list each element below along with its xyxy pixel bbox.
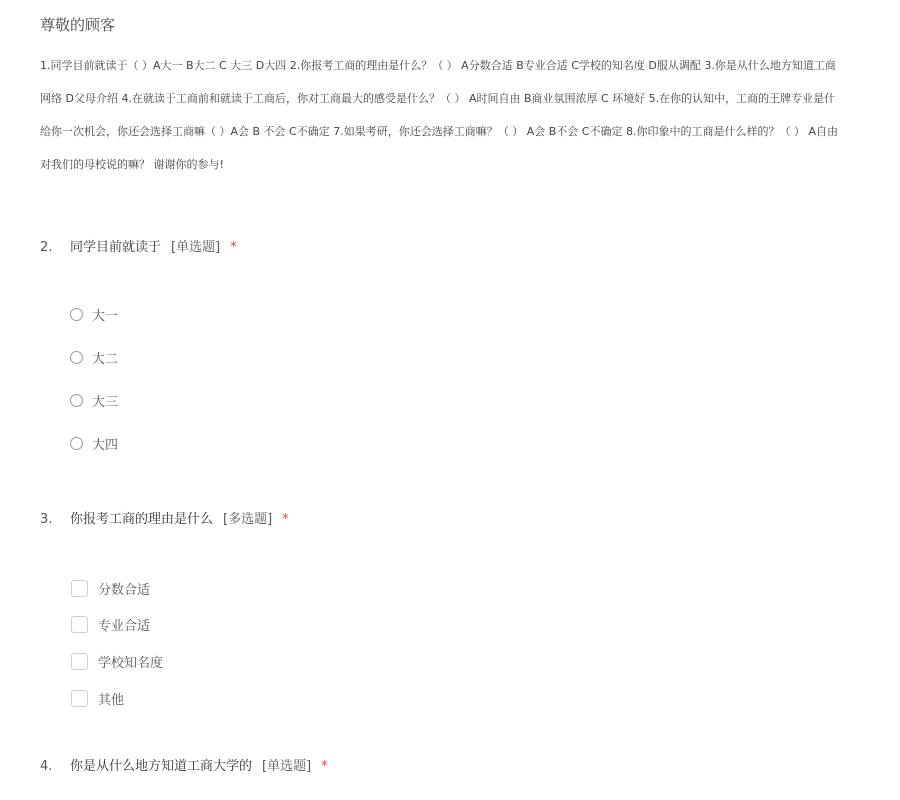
- option-label[interactable]: 专业合适: [98, 619, 151, 634]
- radio-button[interactable]: [70, 394, 83, 407]
- intro-line: 1.同学目前就读于（ ）A大一 B大二 C 大三 D大四 2.你报考工商的理由是什么？（ ） A分数合适 B专业合适 C学校的知名度 D服从调配 3.你是从什么地方知道工商: [40, 59, 836, 72]
- option-label[interactable]: 大一: [92, 309, 119, 324]
- option-label[interactable]: 大三: [92, 395, 119, 410]
- checkbox[interactable]: [71, 653, 88, 670]
- radio-button[interactable]: [70, 351, 83, 364]
- intro-line: 网络 D父母介绍 4.在就读于工商前和就读于工商后，你对工商最大的感受是什么？（ ） A时间自由 B商业氛围浓厚 C 环境好 5.在你的认知中，工商的王牌专业是什: [40, 92, 836, 105]
- option-label[interactable]: 其他: [98, 693, 125, 708]
- question-4-title: [40, 755, 328, 774]
- intro-line: 对我们的母校说的嘛？ 谢谢你的参与!: [40, 158, 224, 171]
- checkbox[interactable]: [71, 580, 88, 597]
- option-checkbox[interactable]: [71, 615, 150, 634]
- required-marker: *: [230, 240, 237, 255]
- option-checkbox[interactable]: [71, 689, 124, 708]
- question-3-title: [40, 508, 289, 527]
- option-radio[interactable]: [70, 305, 118, 324]
- option-radio[interactable]: [70, 391, 118, 410]
- question-number: 4.: [40, 759, 53, 774]
- radio-button[interactable]: [70, 308, 83, 321]
- question-text: 你报考工商的理由是什么: [70, 512, 214, 527]
- option-label[interactable]: 大四: [92, 438, 119, 453]
- question-type: [单选题]: [262, 759, 312, 774]
- option-radio[interactable]: [70, 348, 118, 367]
- question-2-title: [40, 236, 237, 255]
- question-type: [多选题]: [223, 512, 273, 527]
- required-marker: *: [321, 759, 328, 774]
- option-label[interactable]: 大二: [92, 352, 119, 367]
- question-text: 你是从什么地方知道工商大学的: [70, 759, 253, 774]
- option-label[interactable]: 学校知名度: [98, 656, 164, 671]
- question-number: 3.: [40, 512, 53, 527]
- survey-intro: [40, 56, 900, 188]
- option-checkbox[interactable]: [71, 579, 150, 598]
- radio-button[interactable]: [70, 437, 83, 450]
- option-checkbox[interactable]: [71, 652, 163, 671]
- checkbox[interactable]: [71, 616, 88, 633]
- option-radio[interactable]: [70, 434, 118, 453]
- question-text: 同学目前就读于: [70, 240, 162, 255]
- required-marker: *: [282, 512, 289, 527]
- checkbox[interactable]: [71, 690, 88, 707]
- question-type: [单选题]: [171, 240, 221, 255]
- option-label[interactable]: 分数合适: [98, 583, 151, 598]
- question-number: 2.: [40, 240, 53, 255]
- intro-line: 给你一次机会，你还会选择工商嘛（ ）A会 B 不会 C不确定 7.如果考研，你还会选择工商嘛？（ ） A会 B不会 C不确定 8.你印象中的工商是什么样的？（ ） A自由: [40, 125, 838, 138]
- greeting-title: 尊敬的顾客: [40, 16, 116, 34]
